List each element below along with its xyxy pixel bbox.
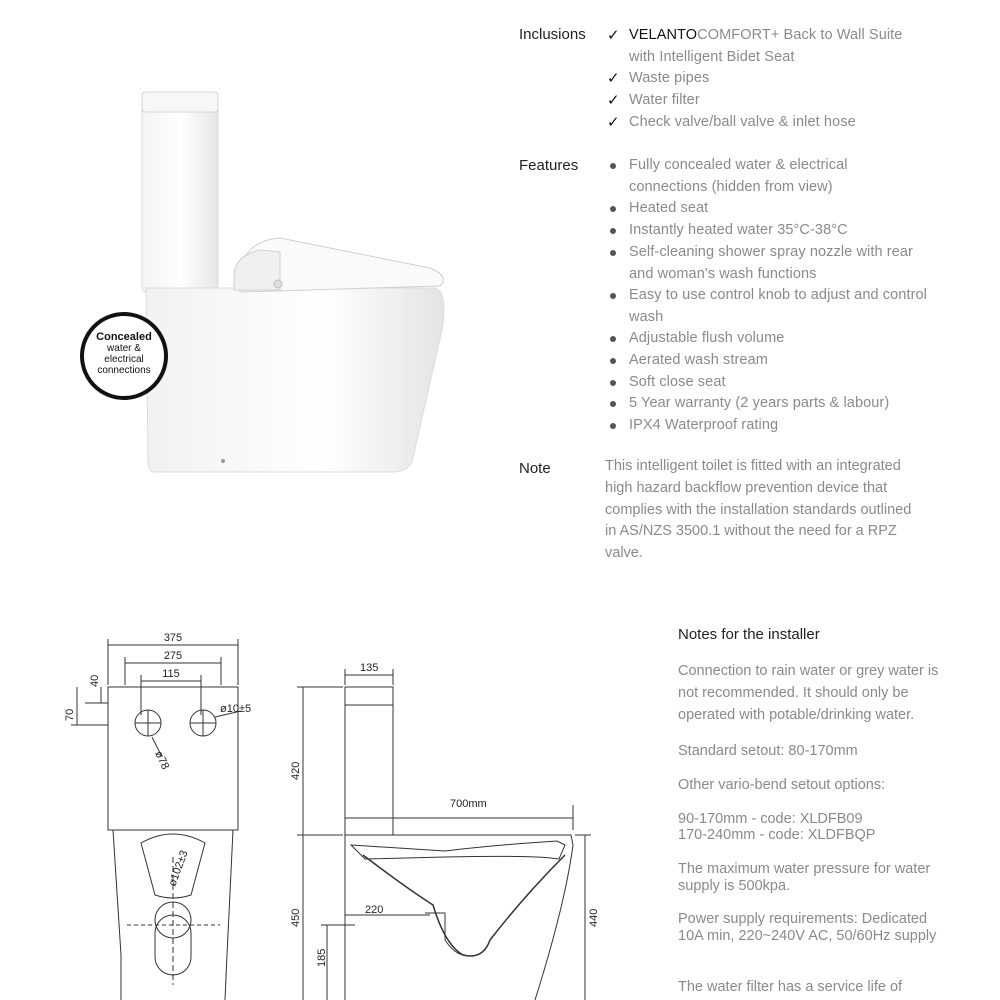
inclusions-heading: Inclusions — [519, 26, 586, 43]
inclusion-text: Check valve/ball valve & inlet hose — [629, 114, 856, 130]
badge-line-1: Concealed — [96, 331, 152, 343]
installer-para-5: The maximum water pressure for water supply is 500kpa. — [678, 861, 931, 894]
bullet-icon — [610, 163, 616, 169]
inclusion-text: Waste pipes — [629, 70, 710, 86]
dim-135: 135 — [360, 662, 379, 674]
bullet-icon — [610, 380, 616, 386]
side-view-drawing — [285, 655, 610, 1000]
feature-text: IPX4 Waterproof rating — [629, 417, 779, 433]
bullet-icon — [610, 250, 616, 256]
concealed-badge — [80, 312, 168, 400]
bullet-icon — [610, 401, 616, 407]
dim-700mm: 700mm — [450, 798, 487, 810]
dim-220: 220 — [365, 904, 384, 916]
dim-185: 185 — [316, 948, 328, 967]
dim-440: 440 — [588, 908, 600, 927]
dim-450: 450 — [290, 908, 302, 927]
feature-text: 5 Year warranty (2 years parts & labour) — [629, 395, 890, 411]
installer-para-3: Other vario-bend setout options: — [678, 777, 886, 793]
inclusion-text: COMFORT+ Back to Wall Suite with Intelligent Bidet Seat — [629, 27, 903, 65]
dim-d78: ø78 — [152, 749, 172, 772]
check-icon: ✓ — [607, 27, 620, 44]
bullet-icon — [610, 423, 616, 429]
installer-para-4b: 170-240mm - code: XLDFBQP — [678, 827, 876, 843]
features-heading: Features — [519, 157, 579, 174]
installer-para-2: Standard setout: 80-170mm — [678, 743, 858, 759]
feature-text: Fully concealed water & electrical connections (hidden from view) — [629, 157, 848, 195]
dim-d10: ø10±5 — [220, 703, 252, 715]
installer-heading: Notes for the installer — [678, 626, 820, 643]
bullet-icon — [610, 358, 616, 364]
badge-line-4: connections — [97, 365, 151, 376]
dim-375: 375 — [163, 632, 183, 644]
feature-text: Easy to use control knob to adjust and control wash — [629, 287, 927, 325]
dim-420: 420 — [290, 761, 302, 780]
feature-text: Instantly heated water 35°C-38°C — [629, 222, 848, 238]
check-icon: ✓ — [607, 92, 620, 109]
bullet-icon — [610, 336, 616, 342]
note-body: This intelligent toilet is fitted with an integrated high hazard backflow prevention device that complies with the installation standards outlined in AS/NZS 3500.1 without the need for a RPZ valve. — [605, 458, 912, 562]
check-icon: ✓ — [607, 114, 620, 131]
badge-line-2: water & — [107, 343, 141, 354]
dim-70: 70 — [64, 708, 76, 721]
dim-275: 275 — [163, 650, 183, 662]
installer-para-1: Connection to rain water or grey water is not recommended. It should only be operated with potable/drinking water. — [678, 663, 939, 723]
product-photo — [130, 80, 460, 480]
feature-text: Self-cleaning shower spray nozzle with rear and woman's wash functions — [629, 244, 913, 282]
installer-para-7: The water filter has a service life of — [678, 979, 903, 995]
inclusion-item — [607, 25, 937, 69]
feature-text: Aerated wash stream — [629, 352, 768, 368]
front-view-drawing — [55, 625, 255, 1000]
brand-name: VELANTO — [629, 27, 698, 43]
dim-40: 40 — [89, 674, 101, 687]
bullet-icon — [610, 206, 616, 212]
feature-text: Soft close seat — [629, 374, 726, 390]
dim-115: 115 — [162, 668, 180, 680]
feature-text: Adjustable flush volume — [629, 330, 785, 346]
check-icon: ✓ — [607, 70, 620, 87]
bullet-icon — [610, 293, 616, 299]
note-heading: Note — [519, 460, 551, 477]
dim-d102: ø102±3 — [166, 848, 191, 889]
feature-text: Heated seat — [629, 200, 709, 216]
installer-para-4a: 90-170mm - code: XLDFB09 — [678, 811, 863, 827]
inclusion-text: Water filter — [629, 92, 700, 108]
badge-line-3: electrical — [104, 354, 144, 365]
bullet-icon — [610, 228, 616, 234]
installer-para-6: Power supply requirements: Dedicated 10A min, 220~240V AC, 50/60Hz supply — [678, 911, 937, 944]
